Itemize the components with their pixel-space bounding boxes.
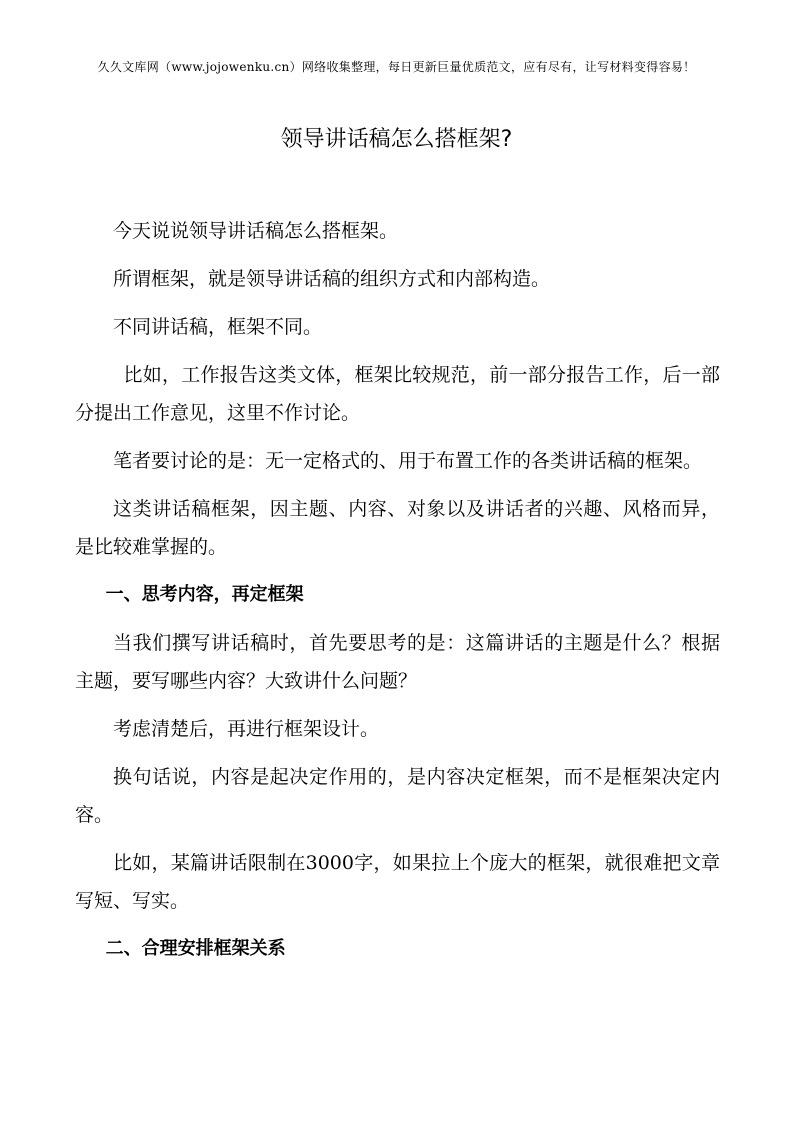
header-note: 久久文库网（www.jojowenku.cn）网络收集整理，每日更新巨量优质范文，应有尽有，让写材料变得容易！ [97, 60, 696, 74]
section-heading-2: 二、合理安排框架关系 [105, 938, 286, 959]
paragraph: 这类讲话稿框架，因主题、内容、对象以及讲话者的兴趣、风格而异，是比较难掌握的。 [75, 498, 720, 558]
document-title: 领导讲话稿怎么搭框架? [280, 127, 513, 152]
section-heading-1: 一、思考内容，再定框架 [105, 584, 304, 605]
paragraph: 笔者要讨论的是：无一定格式的、用于布置工作的各类讲话稿的框架。 [113, 450, 703, 472]
paragraph: 不同讲话稿，框架不同。 [113, 316, 323, 338]
paragraph: 考虑清楚后，再进行框架设计。 [113, 718, 380, 740]
paragraph: 当我们撰写讲话稿时，首先要思考的是：这篇讲话的主题是什么？根据主题，要写哪些内容？大致讲什么问题？ [75, 632, 720, 692]
paragraph: 比如，工作报告这类文体，框架比较规范，前一部分报告工作，后一部分提出工作意见，这里不作讨论。 [75, 364, 720, 424]
paragraph: 所谓框架，就是领导讲话稿的组织方式和内部构造。 [113, 268, 551, 290]
document-body [75, 212, 720, 978]
paragraph: 换句话说，内容是起决定作用的，是内容决定框架，而不是框架决定内容。 [75, 766, 720, 826]
paragraph: 比如，某篇讲话限制在3000字，如果拉上个庞大的框架，就很难把文章写短、写实。 [75, 852, 720, 912]
paragraph: 今天说说领导讲话稿怎么搭框架。 [113, 220, 399, 242]
